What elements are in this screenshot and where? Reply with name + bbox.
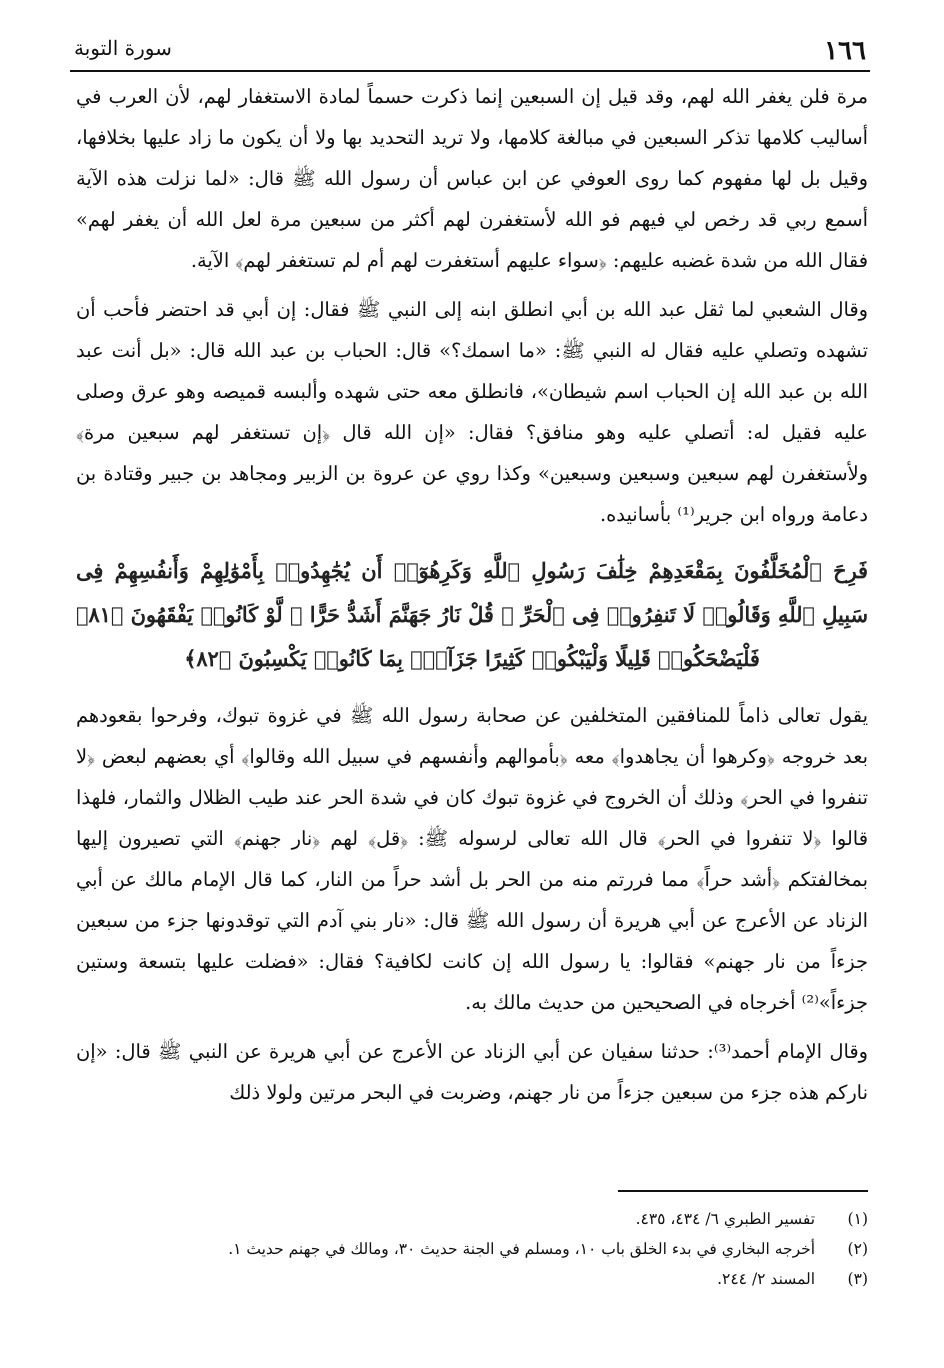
paragraph: يقول تعالى ذاماً للمنافقين المتخلفين عن صحابة رسول الله ﷺ في غزوة تبوك، وفرحوا بقعودهم بعد خروجه ﴿وكرهوا أن يجاهدوا﴾ معه ﴿بأموالهم وأنفسهم في سبيل الله وقالوا﴾ أي بعضهم لبعض ﴿لا تنفروا في الحر﴾ وذلك أن الخروج في غزوة تبوك كان في شدة الحر عند طيب الظلال والثمار، فلهذا قالوا ﴿لا تنفروا في الحر﴾ قال الله تعالى لرسوله ﷺ: ﴿قل﴾ لهم ﴿نار جهنم﴾ التي تصيرون إليها بمخالفتكم ﴿أشد حراً﴾ مما فررتم منه من الحر بل أشد حراً من النار، كما قال الإمام مالك عن أبي الزناد عن الأعرج عن أبي هريرة أن رسول الله ﷺ قال: «نار بني آدم التي توقدونها جزء من سبعين جزءاً من نار جهنم» فقالوا: يا رسول الله إن كانت لكافية؟ فقال: «فضلت عليها بتسعة وستين جزءاً»⁽²⁾ أخرجاه في الصحيحين من حديث مالك به. bbox=[76, 704, 868, 1014]
footnote-number: (٣) bbox=[847, 1270, 868, 1288]
main-text bbox=[76, 76, 868, 1121]
footnote-number: (٢) bbox=[847, 1240, 868, 1258]
page-number: ١٦٦ bbox=[824, 36, 866, 66]
footnote bbox=[76, 1234, 868, 1264]
footnote-divider bbox=[618, 1190, 868, 1192]
page-header bbox=[70, 30, 870, 72]
footnote-text: أخرجه البخاري في بدء الخلق باب ١٠، ومسلم في الجنة حديث ٣٠، ومالك في جهنم حديث ١. bbox=[228, 1240, 816, 1258]
footnote-number: (١) bbox=[847, 1210, 868, 1228]
quran-verse: فَرِحَ ٱلْمُخَلَّفُونَ بِمَقْعَدِهِمْ خِلَٰفَ رَسُولِ ٱللَّهِ وَكَرِهُوٓا۟ أَن يُجَٰهِدُوا۟ بِأَمْوَٰلِهِمْ وَأَنفُسِهِمْ فِى سَبِيلِ ٱللَّهِ وَقَالُوا۟ لَا تَنفِرُوا۟ فِى ٱلْحَرِّ ۗ قُلْ نَارُ جَهَنَّمَ أَشَدُّ حَرًّا ۚ لَّوْ كَانُوا۟ يَفْقَهُونَ ﴿٨١﴾ فَلْيَضْحَكُوا۟ قَلِيلًا وَلْيَبْكُوا۟ كَثِيرًا جَزَآءًۢ بِمَا كَانُوا۟ يَكْسِبُونَ ﴿٨٢﴾ bbox=[76, 558, 868, 671]
running-title: سورة التوبة bbox=[74, 36, 172, 60]
paragraph: مرة فلن يغفر الله لهم، وقد قيل إن السبعين إنما ذكرت حسماً لمادة الاستغفار لهم، لأن العرب في أساليب كلامها تذكر السبعين في مبالغة كلامها، ولا تريد التحديد بها ولا أن يكون ما زاد عليها بخلافها، وقيل بل لها مفهوم كما روى العوفي عن ابن عباس أن رسول الله ﷺ قال: «لما نزلت هذه الآية أسمع ربي قد رخص لي فيهم فو الله لأستغفرن لهم أكثر من سبعين مرة لعل الله أن يغفر لهم» فقال الله من شدة غضبه عليهم: ﴿سواء عليهم أستغفرت لهم أم لم تستغفر لهم﴾ الآية. bbox=[76, 85, 868, 272]
footnote bbox=[76, 1204, 868, 1234]
footnote-text: تفسير الطبري ٦/ ٤٣٤، ٤٣٥. bbox=[635, 1210, 816, 1228]
paragraph: وقال الشعبي لما ثقل عبد الله بن أبي انطلق ابنه إلى النبي ﷺ فقال: إن أبي قد احتضر فأحب أن تشهده وتصلي عليه فقال له النبي ﷺ: «ما اسمك؟» قال: الحباب بن عبد الله قال: «بل أنت عبد الله بن عبد الله إن الحباب اسم شيطان»، فانطلق معه حتى شهده وألبسه قميصه وهو عرق وصلى عليه فقيل له: أتصلي عليه وهو منافق؟ فقال: «إن الله قال ﴿إن تستغفر لهم سبعين مرة﴾ ولأستغفرن لهم سبعين وسبعين وسبعين» وكذا روي عن عروة بن الزبير ومجاهد بن جبير وقتادة بن دعامة ورواه ابن جرير⁽¹⁾ بأسانيده. bbox=[76, 298, 868, 526]
footnote-text: المسند ٢/ ٢٤٤. bbox=[717, 1270, 816, 1288]
footnote bbox=[76, 1264, 868, 1294]
footnotes bbox=[76, 1190, 868, 1294]
paragraph: وقال الإمام أحمد⁽³⁾: حدثنا سفيان عن أبي الزناد عن الأعرج عن أبي هريرة عن النبي ﷺ قال: «إن ناركم هذه جزء من سبعين جزءاً من نار جهنم، وضربت في البحر مرتين ولولا ذلك bbox=[76, 1040, 869, 1104]
